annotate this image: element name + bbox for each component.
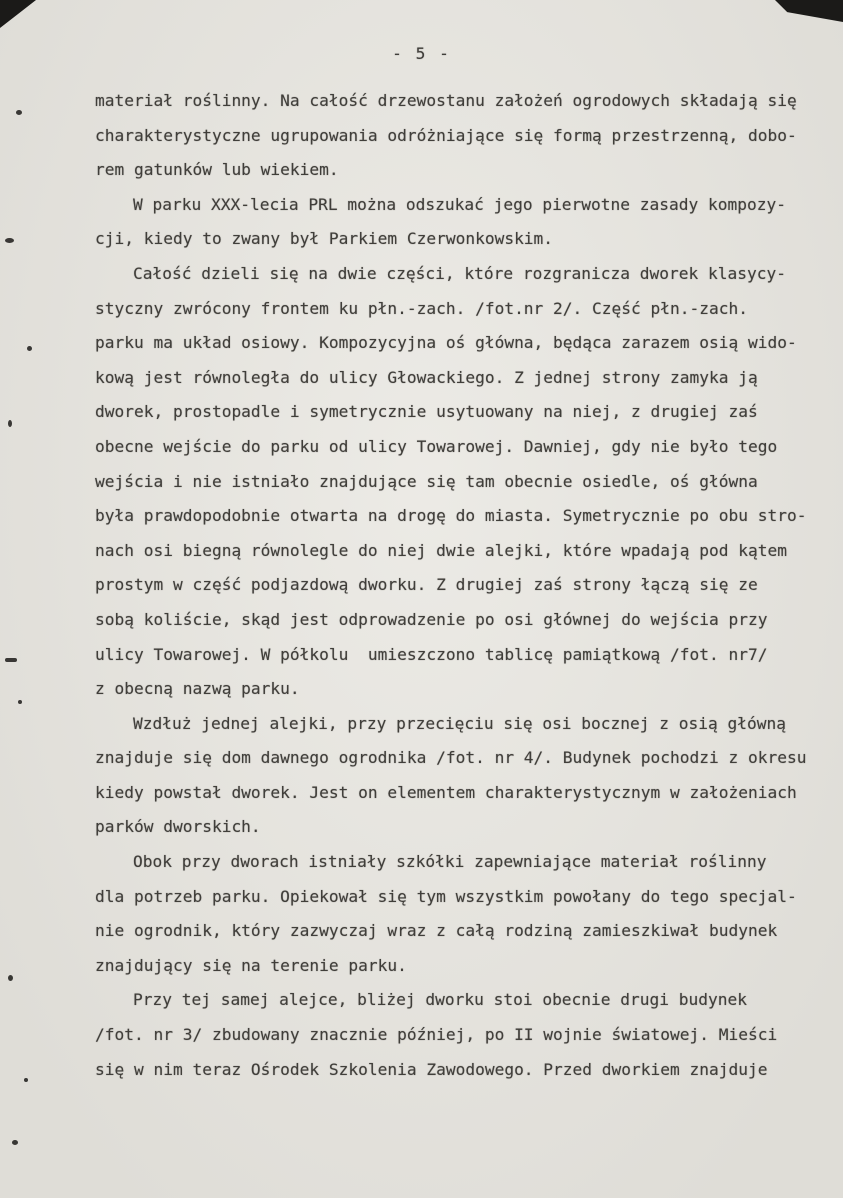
text-line: prostym w część podjazdową dworku. Z drugiej zaś strony łączą się ze <box>95 575 758 595</box>
text-line: nie ogrodnik, który zazwyczaj wraz z całą rodziną zamieszkiwał budynek <box>95 921 778 941</box>
scan-artifact-corner-top-left <box>0 0 36 28</box>
text-line: kiedy powstał dworek. Jest on elementem charakterystycznym w założeniach <box>95 782 797 802</box>
document-body <box>95 84 825 1087</box>
text-line: była prawdopodobnie otwarta na drogę do miasta. Symetrycznie po obu stro- <box>95 506 807 526</box>
scan-artifact-speck <box>5 238 14 243</box>
text-line: znajduje się dom dawnego ogrodnika /fot. nr 4/. Budynek pochodzi z okresu <box>95 748 807 768</box>
scan-artifact-speck <box>24 1078 28 1082</box>
text-line: znajdujący się na terenie parku. <box>95 955 407 975</box>
text-line: się w nim teraz Ośrodek Szkolenia Zawodowego. Przed dworkiem znajduje <box>95 1059 768 1079</box>
text-line: nach osi biegną równolegle do niej dwie alejki, które wpadają pod kątem <box>95 540 787 560</box>
text-line: /fot. nr 3/ zbudowany znacznie później, po II wojnie światowej. Mieści <box>95 1025 778 1045</box>
scan-artifact-speck <box>16 110 22 115</box>
text-line: cji, kiedy to zwany był Parkiem Czerwonkowskim. <box>95 229 554 249</box>
scan-artifact-speck <box>8 420 12 427</box>
scan-artifact-speck <box>27 346 32 351</box>
text-line: ulicy Towarowej. W półkolu umieszczono tablicę pamiątkową /fot. nr7/ <box>95 644 768 664</box>
text-line: kową jest równoległa do ulicy Głowackiego. Z jednej strony zamyka ją <box>95 367 758 387</box>
scan-artifact-speck <box>18 700 22 704</box>
text-line: Całość dzieli się na dwie części, które rozgranicza dworek klasycy- <box>133 263 786 283</box>
text-line: wejścia i nie istniało znajdujące się tam obecnie osiedle, oś główna <box>95 471 758 491</box>
scan-artifact-speck <box>5 658 17 662</box>
text-line: Wzdłuż jednej alejki, przy przecięciu się osi bocznej z osią główną <box>133 713 786 733</box>
scan-artifact-speck <box>12 1140 18 1145</box>
text-line: sobą koliście, skąd jest odprowadzenie po osi głównej do wejścia przy <box>95 609 768 629</box>
text-line: rem gatunków lub wiekiem. <box>95 160 339 180</box>
text-line: W parku XXX-lecia PRL można odszukać jego pierwotne zasady kompozy- <box>133 194 786 214</box>
text-line: styczny zwrócony frontem ku płn.-zach. /fot.nr 2/. Część płn.-zach. <box>95 298 748 318</box>
text-line: parków dworskich. <box>95 817 261 837</box>
scan-artifact-speck <box>8 975 13 981</box>
text-line: dworek, prostopadle i symetrycznie usytuowany na niej, z drugiej zaś <box>95 402 758 422</box>
text-line: materiał roślinny. Na całość drzewostanu założeń ogrodowych składają się <box>95 91 797 110</box>
text-line: obecne wejście do parku od ulicy Towarowej. Dawniej, gdy nie było tego <box>95 436 778 456</box>
text-line: dla potrzeb parku. Opiekował się tym wszystkim powołany do tego specjal- <box>95 886 797 906</box>
text-line: Przy tej samej alejce, bliżej dworku stoi obecnie drugi budynek <box>133 990 747 1010</box>
text-line: charakterystyczne ugrupowania odróżniające się formą przestrzenną, dobo- <box>95 125 797 145</box>
text-line: Obok przy dworach istniały szkółki zapewniające materiał roślinny <box>133 852 767 872</box>
text-line: z obecną nazwą parku. <box>95 679 300 699</box>
text-line: parku ma układ osiowy. Kompozycyjna oś główna, będąca zarazem osią wido- <box>95 333 797 353</box>
scan-artifact-corner-top-right <box>775 0 843 22</box>
page-number: - 5 - <box>392 44 451 63</box>
